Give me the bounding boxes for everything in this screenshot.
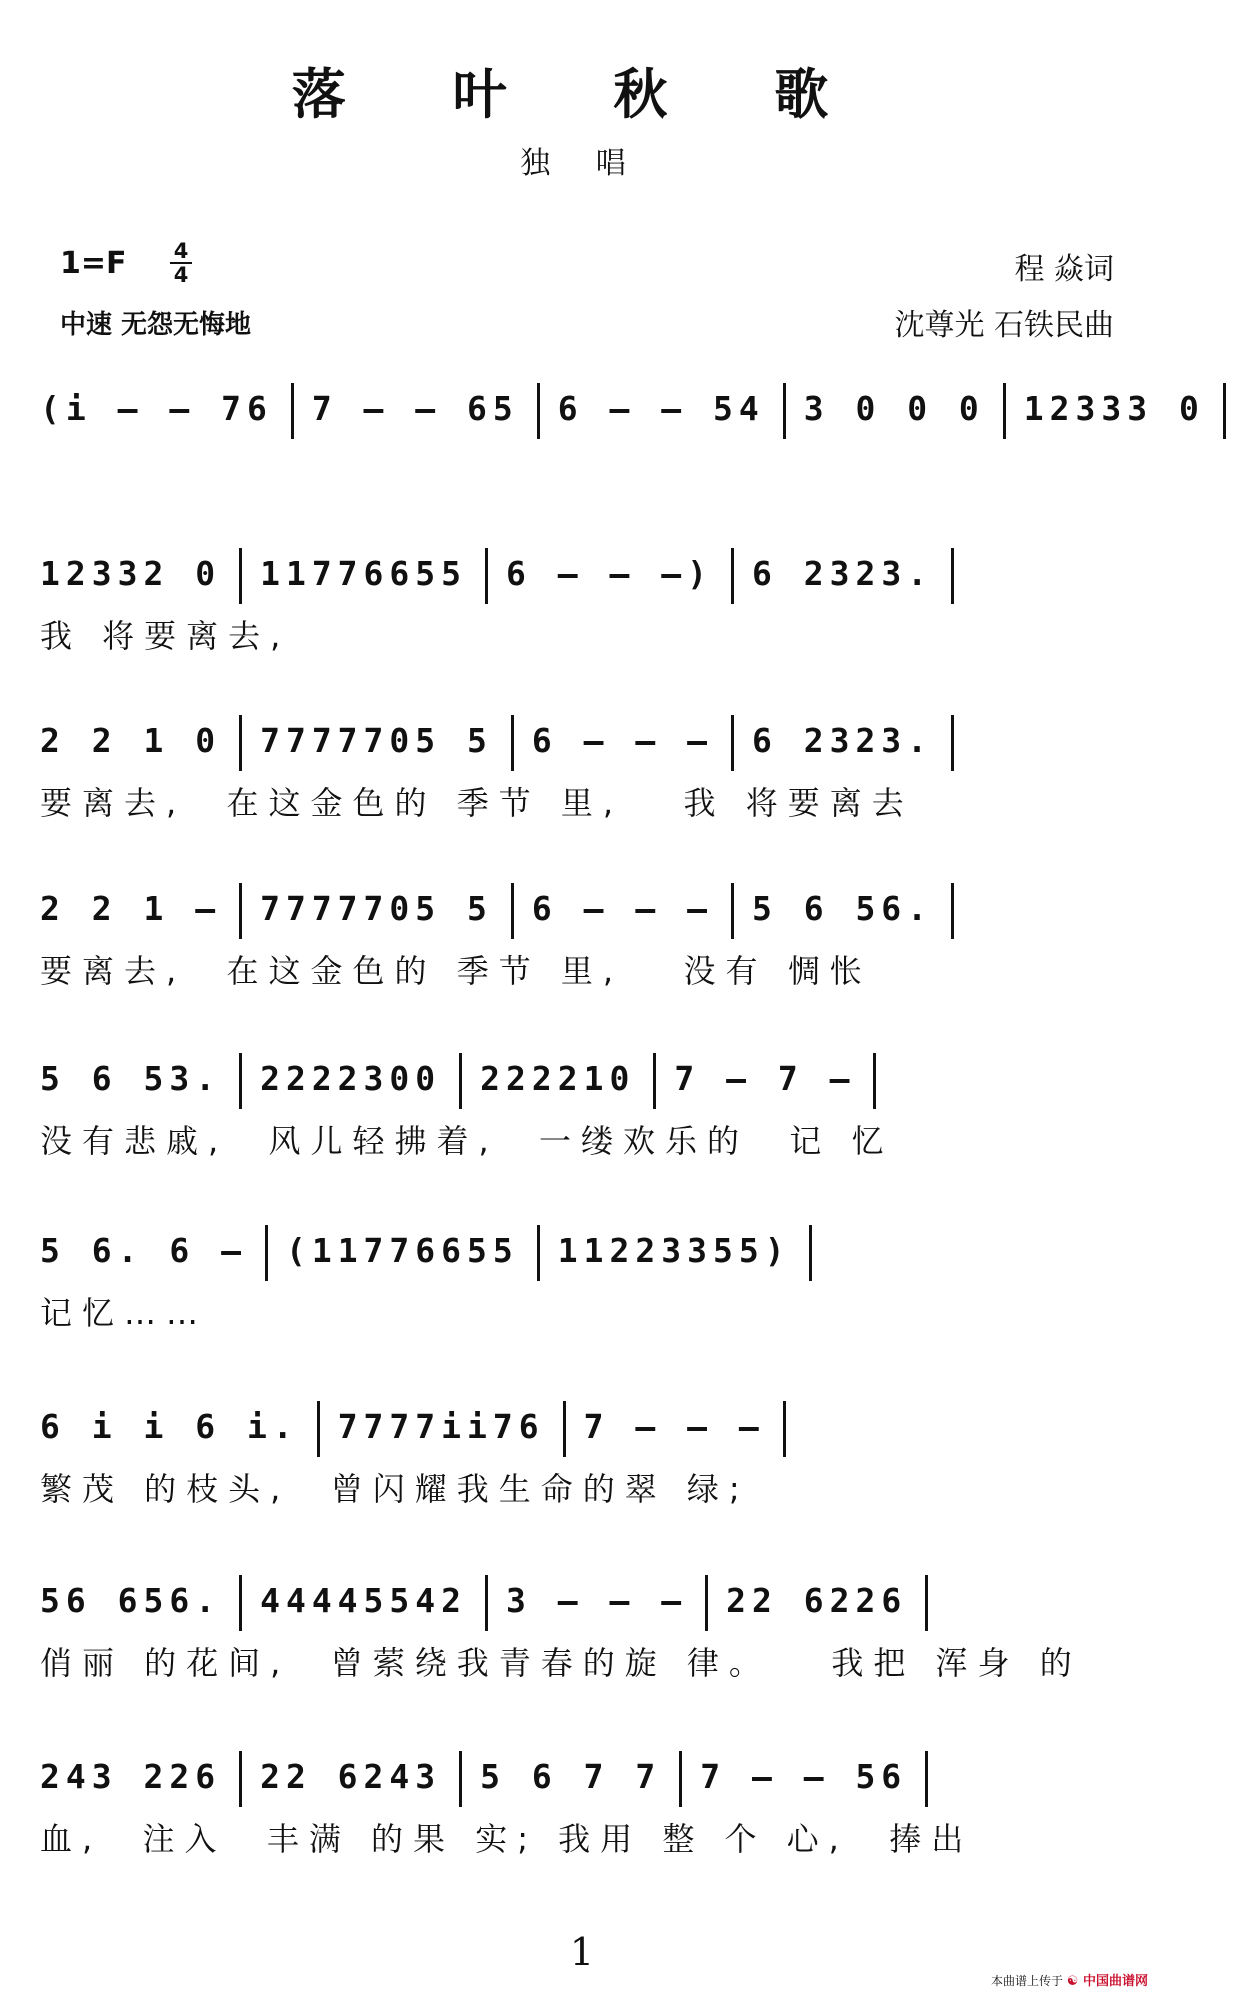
- notation-line: [40, 880, 1126, 938]
- barline: [239, 715, 242, 771]
- barline: [485, 548, 488, 604]
- barline: [317, 1401, 320, 1457]
- lyric-line: 血, 注入 丰满 的果 实; 我用 整 个 心, 捧出: [40, 1820, 974, 1858]
- barline: [265, 1225, 268, 1281]
- measure: 7777705 5: [260, 721, 493, 760]
- barline: [705, 1575, 708, 1631]
- notation-line: [40, 1748, 1126, 1806]
- score-system: [0, 880, 1164, 1030]
- measure: 7 – – 56: [700, 1757, 908, 1796]
- lyric-line: 繁茂 的枝头, 曾闪耀我生命的翠 绿;: [40, 1470, 750, 1508]
- measure: 2 2 1 –: [40, 889, 222, 928]
- barline: [925, 1575, 928, 1631]
- barline: [731, 883, 734, 939]
- score-system: [0, 1572, 1164, 1722]
- barline: [563, 1401, 566, 1457]
- notation-line: [40, 380, 1205, 438]
- measure: 2222300: [260, 1059, 442, 1098]
- measure: 5 6 53.: [40, 1059, 222, 1098]
- barline: [239, 548, 242, 604]
- barline: [537, 383, 540, 439]
- measure: 22 6226: [726, 1581, 908, 1620]
- lyric-line: 记忆……: [40, 1294, 209, 1332]
- measure: 243 226: [40, 1757, 222, 1796]
- score-system: [0, 545, 1164, 695]
- lyric-line: 俏丽 的花间, 曾萦绕我青春的旋 律。 我把 浑身 的: [40, 1644, 1082, 1682]
- lyric-line: 我 将要离去,: [40, 617, 291, 655]
- measure: 6 – – 54: [557, 389, 765, 428]
- barline: [731, 548, 734, 604]
- measure: 44445542: [260, 1581, 468, 1620]
- barline: [809, 1225, 812, 1281]
- notation-line: [40, 1050, 1126, 1108]
- measure: 7 – – –: [583, 1407, 765, 1446]
- barline: [653, 1053, 656, 1109]
- barline: [511, 715, 514, 771]
- measure: 222210: [480, 1059, 636, 1098]
- notation-line: [40, 1222, 1126, 1280]
- measure: 5 6 7 7: [480, 1757, 662, 1796]
- measure: 6 – – –): [506, 554, 713, 593]
- measure: 56 656.: [40, 1581, 222, 1620]
- measure: 3 0 0 0: [803, 389, 985, 428]
- barline: [239, 1053, 242, 1109]
- measure: 3 – – –: [506, 1581, 688, 1620]
- score-system: [0, 1050, 1164, 1200]
- site-brand: 中国曲谱网: [1082, 1974, 1148, 1989]
- barline: [459, 1751, 462, 1807]
- score-system: [0, 1222, 1164, 1372]
- upload-note: 本曲谱上传于: [990, 1974, 1063, 1988]
- measure: 11776655: [260, 554, 468, 593]
- site-logo-icon: ☯: [1066, 1974, 1083, 1989]
- notation-line: [40, 1398, 1126, 1456]
- barline: [873, 1053, 876, 1109]
- measure: 6 2323.: [751, 721, 934, 760]
- score-system: [0, 712, 1164, 862]
- composer-credit: 沈尊光 石铁民曲: [894, 308, 1114, 343]
- barline: [239, 1751, 242, 1807]
- measure: 5 6. 6 –: [40, 1231, 247, 1270]
- barline: [731, 715, 734, 771]
- time-signature-top: 4: [173, 239, 189, 263]
- song-subtitle: 独 唱: [520, 146, 644, 181]
- barline: [783, 383, 786, 439]
- measure: 7777705 5: [260, 889, 493, 928]
- barline: [239, 883, 242, 939]
- measure: 6 – – –: [531, 721, 713, 760]
- barline: [485, 1575, 488, 1631]
- barline: [925, 1751, 928, 1807]
- barline: [951, 715, 954, 771]
- barline: [951, 548, 954, 604]
- key-signature: 1=F: [60, 246, 127, 281]
- score-system: [0, 1748, 1164, 1898]
- barline: [537, 1225, 540, 1281]
- measure: 7777ii76: [337, 1407, 545, 1446]
- score-system: [0, 380, 1205, 530]
- time-signature-bottom: 4: [170, 262, 192, 286]
- barline: [459, 1053, 462, 1109]
- measure: 7 – – 65: [311, 389, 519, 428]
- measure: 2 2 1 0: [40, 721, 222, 760]
- lyricist-credit: 程 焱词: [1014, 252, 1114, 287]
- barline: [679, 1751, 682, 1807]
- barline: [291, 383, 294, 439]
- measure: 11223355): [557, 1231, 791, 1270]
- notation-line: [40, 1572, 1126, 1630]
- time-signature: [170, 240, 192, 286]
- notation-line: [40, 712, 1126, 770]
- measure: 7 – 7 –: [674, 1059, 856, 1098]
- barline: [1003, 383, 1006, 439]
- site-footer: [991, 1970, 1148, 1989]
- notation-line: [40, 545, 1126, 603]
- measure: 5 6 56.: [751, 889, 934, 928]
- song-title: 落 叶 秋 歌: [291, 62, 873, 126]
- measure: 22 6243: [260, 1757, 442, 1796]
- measure: 6 – – –: [531, 889, 713, 928]
- tempo-marking: 中速 无怨无悔地: [60, 310, 252, 340]
- lyric-line: 要离去, 在这金色的 季节 里, 我 将要离去: [40, 784, 914, 822]
- barline: [783, 1401, 786, 1457]
- page-number: 1: [569, 1930, 595, 1974]
- measure: (i – – 76: [40, 389, 273, 428]
- barline: [1223, 383, 1226, 439]
- score-system: [0, 1398, 1164, 1548]
- barline: [239, 1575, 242, 1631]
- measure: 12332 0: [40, 554, 222, 593]
- barline: [511, 883, 514, 939]
- measure: 6 2323.: [751, 554, 934, 593]
- measure: (11776655: [285, 1231, 519, 1270]
- barline: [951, 883, 954, 939]
- lyric-line: 要离去, 在这金色的 季节 里, 没有 惆怅: [40, 952, 872, 990]
- measure: 12333 0: [1023, 389, 1205, 428]
- measure: 6 i i 6 i.: [40, 1407, 299, 1446]
- lyric-line: 没有悲戚, 风儿轻拂着, 一缕欢乐的 记 忆: [40, 1122, 894, 1160]
